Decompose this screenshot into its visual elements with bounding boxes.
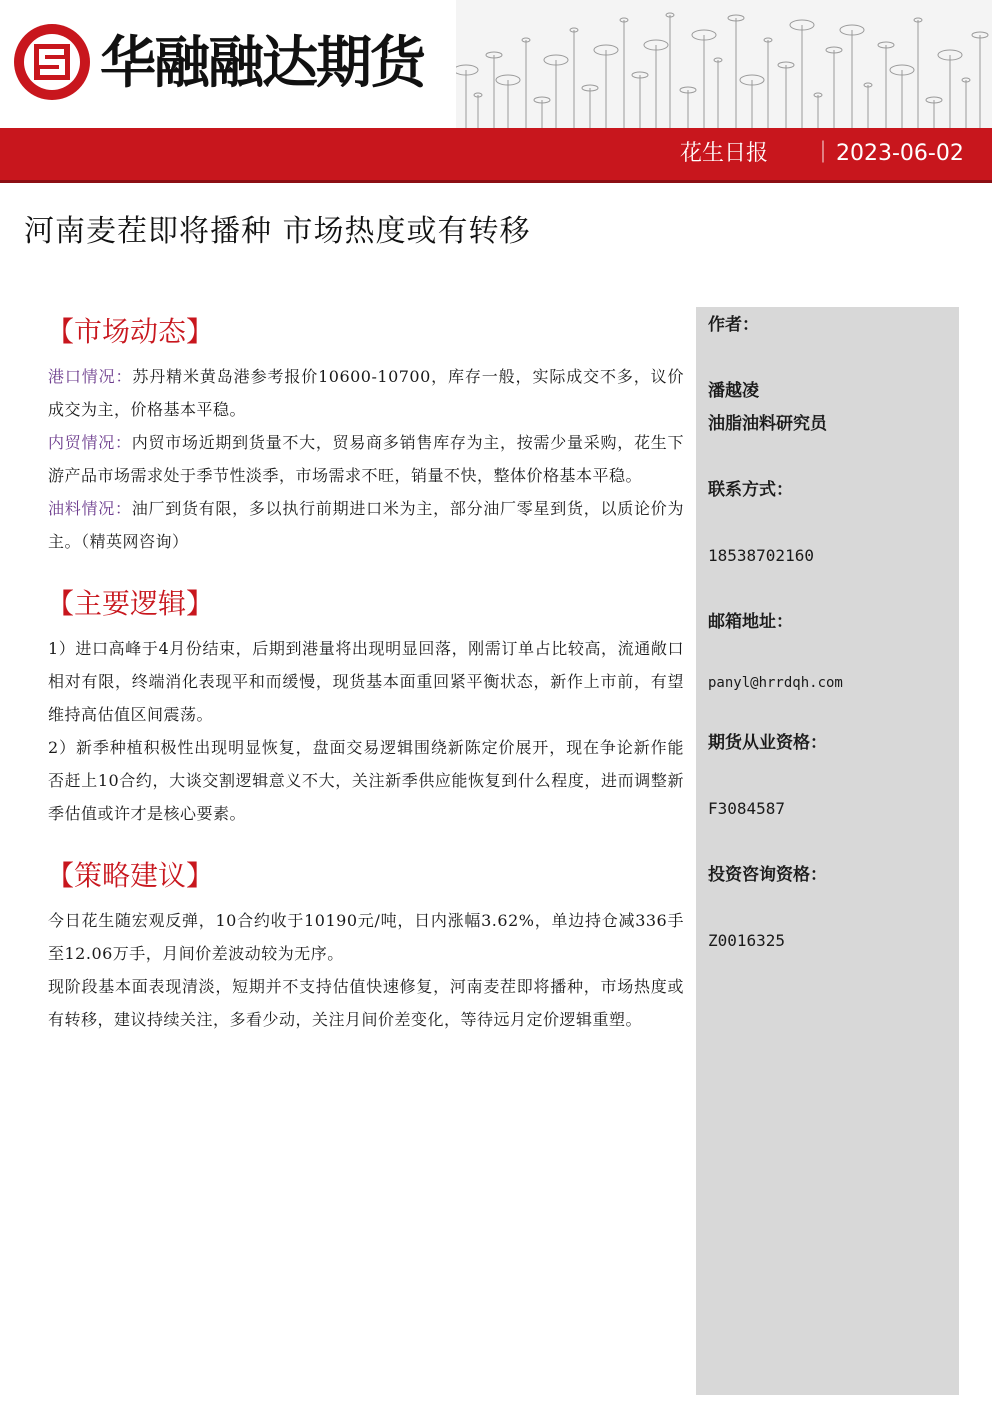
item-label: 港口情况： (48, 367, 133, 386)
author-label: 作者： (708, 315, 759, 335)
decorative-pattern (456, 0, 992, 128)
futures-qualification-id: F3084587 (708, 799, 786, 818)
consult-qualification-id: Z0016325 (708, 931, 786, 950)
market-item-port (48, 360, 684, 426)
logic-paragraph: 1）进口高峰于4月份结束，后期到港量将出现明显回落，刚需订单占比较高，流通敞口相对有限，终端消化表现平和而缓慢，现货基本面重回紧平衡状态，新作上市前，有望维持高估值区间震荡。 (48, 639, 684, 724)
consult-qualification-label: 投资咨询资格： (708, 865, 827, 885)
author-name: 潘越凌 (708, 381, 759, 401)
company-logo (12, 22, 92, 102)
item-label: 内贸情况： (48, 433, 132, 452)
item-text: 油厂到货有限，多以执行前期进口米为主，部分油厂零星到货，以质论价为主。（精英网咨询） (48, 499, 684, 551)
market-item-domestic (48, 426, 684, 492)
section-title-logic: 【主要逻辑】 (46, 587, 215, 620)
report-separator: ｜ (812, 141, 835, 166)
report-date: 2023-06-02 (836, 141, 964, 166)
author-title: 油脂油料研究员 (708, 414, 827, 434)
author-sidebar (696, 307, 959, 1395)
futures-qualification-label: 期货从业资格： (708, 733, 827, 753)
email-label: 邮箱地址： (708, 612, 793, 632)
report-type: 花生日报 (680, 141, 769, 166)
phone-number: 18538702160 (708, 546, 814, 565)
strategy-paragraph: 现阶段基本面表现清淡，短期并不支持估值快速修复，河南麦茬即将播种，市场热度或有转移，建议持续关注，多看少动，关注月间价差变化，等待远月定价逻辑重塑。 (48, 977, 684, 1029)
item-text: 苏丹精米黄岛港参考报价10600-10700，库存一般，实际成交不多，议价成交为主，价格基本平稳。 (48, 367, 684, 419)
page-header (0, 0, 992, 128)
main-content (48, 312, 684, 1036)
brand-name: 华融融达期货 (100, 31, 424, 96)
market-item-oil (48, 492, 684, 558)
contact-label: 联系方式： (708, 480, 793, 500)
logic-paragraph: 2）新季种植积极性出现明显恢复，盘面交易逻辑围绕新陈定价展开，现在争论新作能否赶上10合约，大谈交割逻辑意义不大，关注新季供应能恢复到什么程度，进而调整新季估值或许才是核心要素。 (48, 738, 684, 823)
page-title: 河南麦茬即将播种 市场热度或有转移 (24, 214, 531, 249)
item-text: 内贸市场近期到货量不大，贸易商多销售库存为主，按需少量采购，花生下游产品市场需求处于季节性淡季，市场需求不旺，销量不快，整体价格基本平稳。 (48, 433, 684, 485)
section-title-market: 【市场动态】 (46, 315, 215, 348)
section-title-strategy: 【策略建议】 (46, 859, 215, 892)
item-label: 油料情况： (48, 499, 132, 518)
banner-divider (0, 180, 992, 183)
strategy-paragraph: 今日花生随宏观反弹，10合约收于10190元/吨，日内涨幅3.62%，单边持仓减336手至12.06万手，月间价差波动较为无序。 (48, 911, 684, 963)
email-address: panyl@hrrdqh.com (708, 675, 843, 691)
